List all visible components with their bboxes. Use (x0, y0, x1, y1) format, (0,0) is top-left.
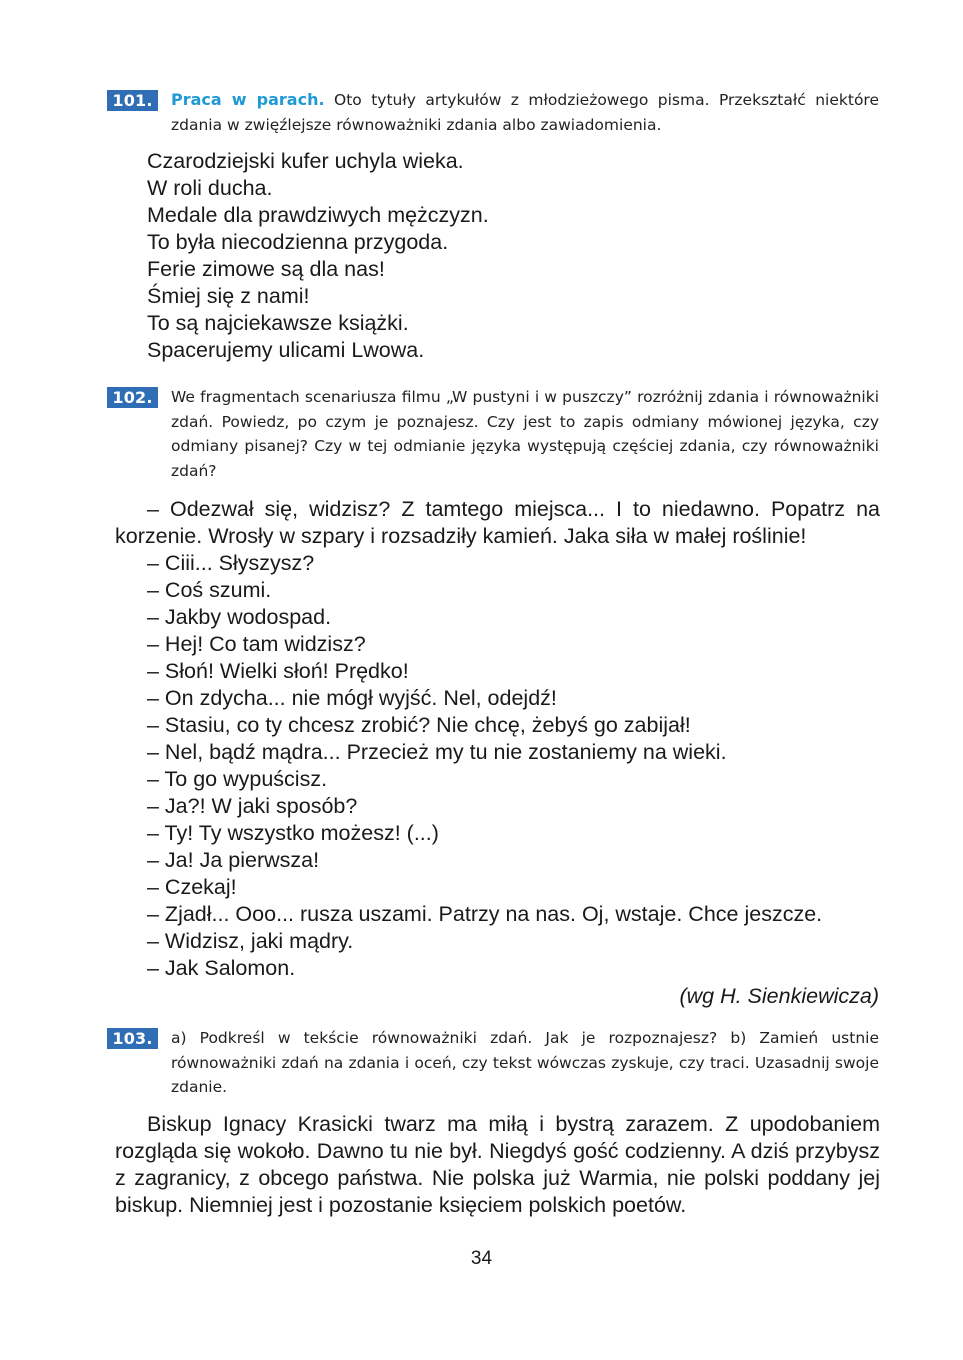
task-instruction-text: Oto tytuły artykułów z młodzieżowego pisma. Przekształć niektóre zdania w zwięźlejsze równoważniki zdania albo zawiadomienia. (171, 91, 879, 134)
list-item: Ferie zimowe są dla nas! (147, 257, 385, 281)
dialogue-line: – Odezwał się, widzisz? Z tamtego miejsca... I to niedawno. Popatrz na korzenie. Wrosły w szpary i rozsadziły kamień. Jaka siła w małej roślinie! (115, 497, 880, 548)
list-item: Medale dla prawdziwych mężczyzn. (147, 203, 489, 227)
dialogue-line: – Zjadł... Ooo... rusza uszami. Patrzy na nas. Oj, wstaje. Chce jeszcze. (147, 902, 823, 926)
source-attribution: (wg H. Sienkiewicza) (679, 984, 879, 1008)
dialogue-line: – Hej! Co tam widzisz? (147, 632, 366, 656)
task-highlight: Praca w parach. (171, 90, 325, 109)
prose-paragraph: Biskup Ignacy Krasicki twarz ma miłą i bystrą zarazem. Z upodobaniem rozgląda się wokoło. Dawno tu nie był. Niegdyś gość codzienny. A dziś przybysz z zagranicy, z obcego państwa. Nie polska już Warmia, nie polski poddany jej biskup. Niemniej jest i pozostanie księciem polskich poetów. (115, 1112, 880, 1217)
dialogue-line: – Stasiu, co ty chcesz zrobić? Nie chcę, żebyś go zabijał! (147, 713, 691, 737)
list-item: Śmiej się z nami! (147, 284, 310, 308)
dialogue (115, 496, 880, 982)
dialogue-line: – Słoń! Wielki słoń! Prędko! (147, 659, 409, 683)
dialogue-line: – Czekaj! (147, 875, 237, 899)
prose-passage (115, 1111, 880, 1219)
list-item: To była niecodzienna przygoda. (147, 230, 449, 254)
dialogue-line: – Widzisz, jaki mądry. (147, 929, 354, 953)
dialogue-line: – Jak Salomon. (147, 956, 296, 980)
dialogue-line: – Nel, bądź mądra... Przecież my tu nie zostaniemy na wieki. (147, 740, 727, 764)
dialogue-line: – Ty! Ty wszystko możesz! (...) (147, 821, 439, 845)
task-instruction: a) Podkreśl w tekście równoważniki zdań. Jak je rozpoznajesz? b) Zamień ustnie równoważniki zdań na zdania i oceń, czy tekst wówczas zyskuje, czy traci. Uzasadnij swoje zdanie. (171, 1029, 879, 1096)
dialogue-line: – On zdycha... nie mógł wyjść. Nel, odejdź! (147, 686, 557, 710)
dialogue-line: – To go wypuścisz. (147, 767, 328, 791)
dialogue-line: – Ja?! W jaki sposób? (147, 794, 358, 818)
dialogue-line: – Jakby wodospad. (147, 605, 332, 629)
task-101 (107, 88, 879, 137)
page-number: 34 (470, 1248, 493, 1269)
task-102 (107, 385, 879, 483)
list-item: Czarodziejski kufer uchyla wieka. (147, 149, 464, 173)
task-number-badge: 103. (107, 1028, 158, 1049)
list-item: Spacerujemy ulicami Lwowa. (147, 338, 425, 362)
task-instruction (171, 88, 879, 137)
titles-list (147, 148, 887, 364)
list-item: To są najciekawsze książki. (147, 311, 409, 335)
task-number-badge: 102. (107, 387, 158, 408)
task-number-badge: 101. (107, 90, 158, 111)
task-instruction: We fragmentach scenariusza filmu „W pustyni i w puszczy” rozróżnij zdania i równoważniki zdań. Powiedz, po czym je poznajesz. Czy jest to zapis odmiany mówionej języka, czy odmiany pisanej? Czy w tej odmianie języka występują częściej zdania, czy równoważniki zdań? (171, 388, 879, 480)
task-103 (107, 1026, 879, 1100)
dialogue-line: – Coś szumi. (147, 578, 272, 602)
dialogue-line: – Ja! Ja pierwsza! (147, 848, 320, 872)
dialogue-line: – Ciii... Słyszysz? (147, 551, 315, 575)
list-item: W roli ducha. (147, 176, 273, 200)
